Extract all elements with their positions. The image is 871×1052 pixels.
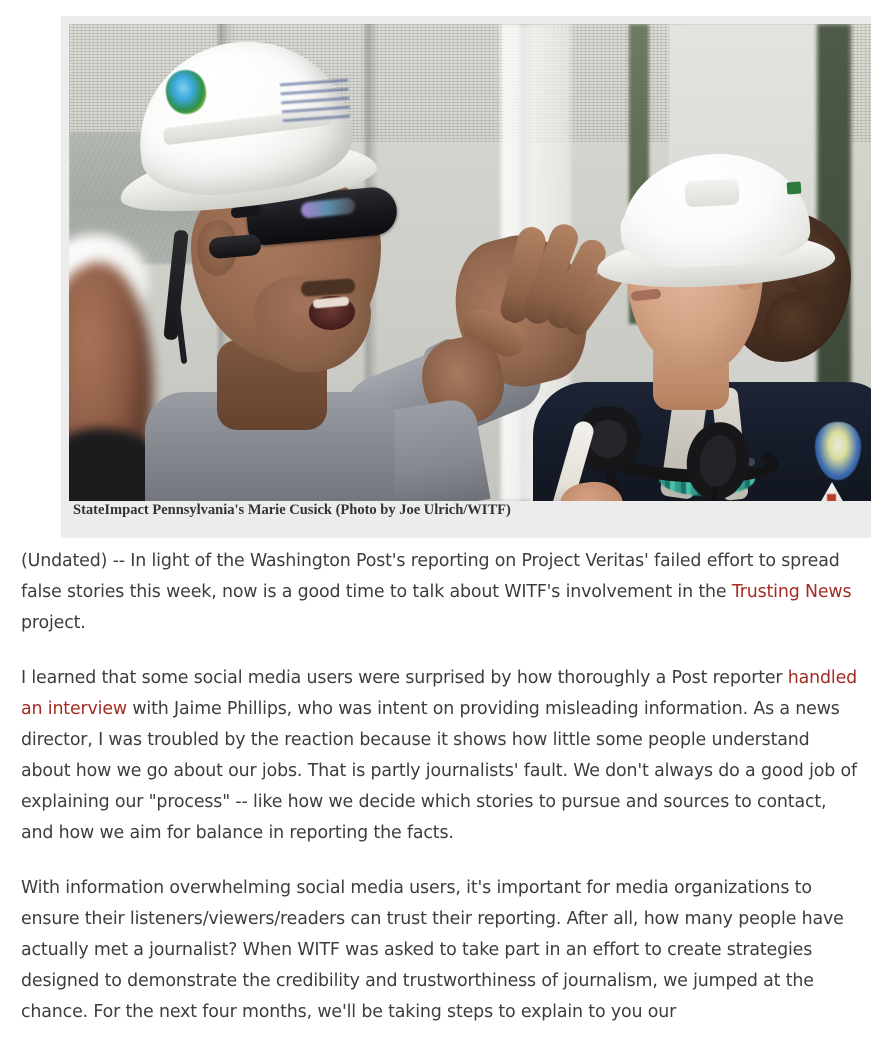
woman-reporter	[549, 152, 871, 501]
article-text: with Jaime Phillips, who was intent on providing misleading information. As a news director, I was troubled by the reaction because it shows how little some people understand about how we go about our jobs. That is partly journalists' fault. We don't always do a good job of explaining our "process" -- like how we decide which stories to pursue and sources to contact, and how we aim for balance in reporting the facts.	[21, 699, 857, 843]
woman-hardhat-ridge	[684, 179, 739, 208]
hardhat-company-text	[280, 74, 351, 123]
hardhat-green-tag	[787, 182, 802, 195]
article-text: project.	[21, 613, 86, 633]
woman-hair-curl	[765, 292, 825, 354]
article-photo	[69, 24, 871, 501]
photo-caption: StateImpact Pennsylvania's Marie Cusick (Photo by Joe Ulrich/WITF)	[73, 502, 511, 518]
article-paragraph	[21, 663, 859, 849]
article-paragraph	[21, 546, 859, 639]
article-text: (Undated) -- In light of the Washington Post's reporting on Project Veritas' failed effort to spread false stories this week, now is a good time to talk about WITF's involvement in the	[21, 551, 840, 602]
woman-hardhat-dome	[618, 149, 812, 271]
article-link[interactable]: handled an interview	[21, 668, 858, 719]
article-figure	[61, 16, 871, 538]
article-text: With information overwhelming social media users, it's important for media organizations to ensure their listeners/viewers/readers can trust their reporting. After all, how many people have actually met a journalist? When WITF was asked to take part in an effort to create strategies designed to demonstrate the credibility and trustworthiness of journalism, we jumped at the chance. For the next four months, we'll be taking steps to explain to you our	[21, 878, 844, 1022]
article-paragraph	[21, 873, 859, 1028]
article-body	[21, 546, 859, 1052]
article-text: I learned that some social media users were surprised by how thoroughly a Post reporter	[21, 668, 788, 688]
man-in-hardhat	[105, 40, 445, 501]
article-link[interactable]: Trusting News	[731, 582, 852, 602]
